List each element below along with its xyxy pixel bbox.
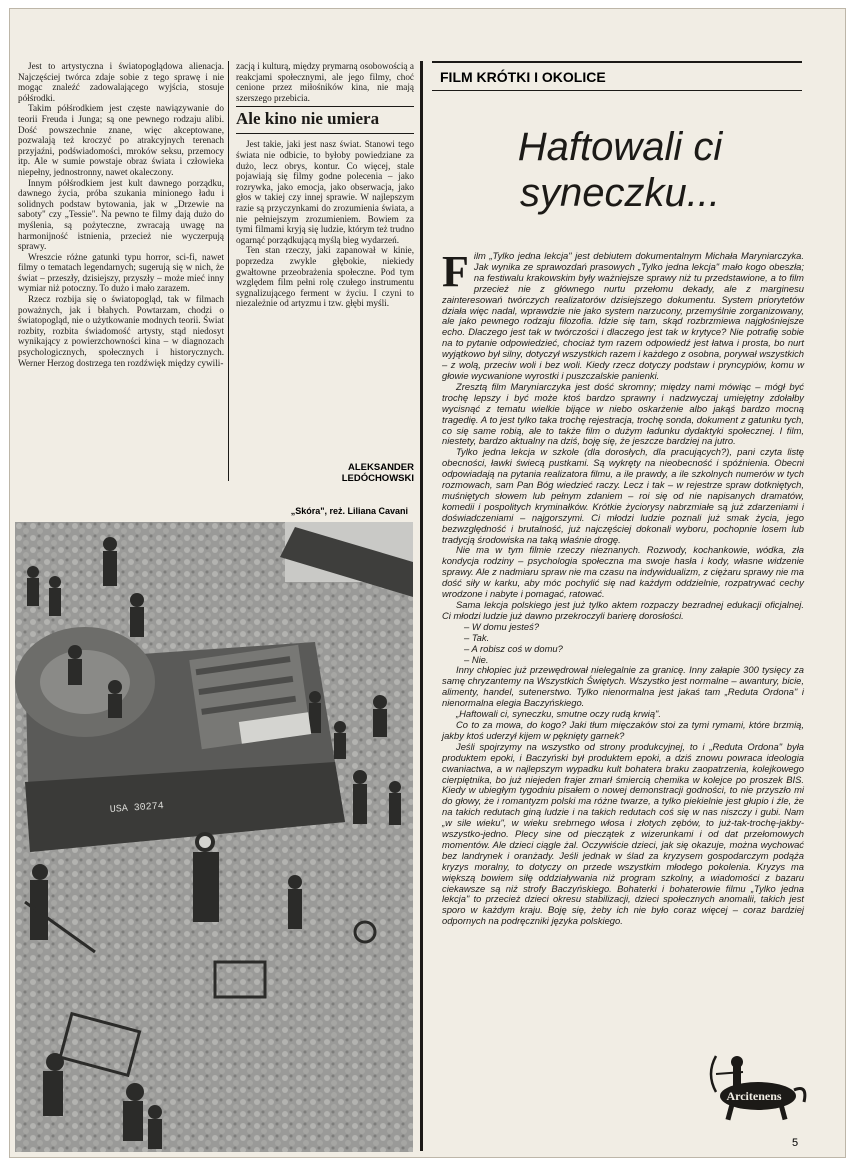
tank-with-children-image	[15, 522, 413, 1152]
paragraph: Jest to artystyczna i światopoglądowa alienacja. Najczęściej twórca zdaje sobie z tego sprawę i nie mogąc znaleźć zadowalającego wyjścia, stosuje półśrodki.	[18, 61, 224, 103]
paragraph: Inny chłopiec już przewędrował nielegalnie za granicę. Inny załapie 300 tysięcy za samę chryzantemy na Wszystkich Świętych. Wszystko jest normalne – awantury, bicie, alimenty, handel, sutenerstwo. Tylko nienormalna jest jakaś tam „Reduta Ordona" i nienormalna elegia Baczyńskiego.	[442, 664, 804, 709]
author-byline: ALEKSANDER LEDÓCHOWSKI	[341, 462, 414, 484]
dialogue-line: – Tak.	[464, 631, 490, 643]
paragraph: Rzecz rozbija się o światopogląd, tak w filmach poważnych, jak i błahych. Powtarzam, chodzi o światopogląd, nie o użytkowanie modnych teorii. Świat rozbity, rozbita świadomość artysty, stąd niedosyt wynikający z powierzchowności kina – w diagnozach psychologicznych, społecznych i historycznych. Werner Herzog dostrzega ten rozdźwięk między cywili-	[18, 294, 224, 368]
article-body	[442, 247, 804, 927]
paragraph: Zresztą film Maryniarczyka jest dość skromny; między nami mówiąc – mógł być trochę lepszy i być może ktoś bardzo sprawny i nadzwyczaj umiejętny zdołałby wycisnąć z tematu wielkie bijące w niebo oskarżenie albo jakąś bardzo mocną tragedię. A to jest tylko taka trochę rejestracja, trochę sonda, dokument z gatunku tych, co się same robią, ale to także film o dużym ładunku dydaktyki społecznej. I film, niestety, bardzo aktualny na dziś, boję się, że jeszcze bardziej na jutro.	[442, 380, 804, 447]
archer-centaur-icon	[698, 1054, 810, 1124]
paragraph: Wreszcie różne gatunki typu horror, sci-fi, nawet filmy o tematach legendarnych; sugerują się w nich, że świat – przeszły, dzisiejszy, przyszły – może mieć inny wymiar niż potoczny. To dużo i mało zarazem.	[18, 251, 224, 294]
paragraph: Ten stan rzeczy, jaki zapanował w kinie, poprzedza zwykle głębokie, niekiedy gwałtowne przeobrażenia społeczne. Pod tym względem film pełni rolę czułego instrumentu sygnalizującego ferment w życiu. I czyni to niezależnie od artyzmu i tzw. głębi myśli.	[236, 245, 414, 309]
left-article-column-2	[236, 61, 414, 309]
headline-line: Haftowali ci	[517, 125, 723, 169]
photo-caption: „Skóra", reż. Liliana Cavani	[290, 506, 408, 516]
drop-cap: F	[442, 247, 469, 296]
paragraph: Jest takie, jaki jest nasz świat. Stanowi tego świata nie odbicie, to byłoby powiedziane za dużo, lecz obrys, kontur. Co więcej, stale pojawiają się filmy godne polecenia – jako rozrywka, jako emocja, jako obserwacja, jako głos w takiej czy innej sprawie. W najlepszym razie są przyczynkami do zrozumienia świata, a nie pełniejszym zrozumieniem. Bowiem za tymi filmami kryją się ludzie, którym też trudno ogarnąć porządkującą myślą bieg wydarzeń.	[236, 139, 414, 245]
section-heading: FILM KRÓTKI I OKOLICE	[432, 61, 802, 91]
logo-text: Arcitenens	[726, 1089, 782, 1103]
dialogue-line: – A robisz coś w domu?	[464, 642, 563, 654]
article-headline	[440, 124, 800, 216]
tank-marking-text: USA 30274	[109, 801, 165, 816]
dialogue-line: – Nie.	[464, 653, 489, 665]
paragraph: Innym półśrodkiem jest kult dawnego porządku, dawnego życia, próba szukania minionego ładu i solidnych podstaw bytowania, jak w „Drzewie na saboty" czy „Tessie". Na pewno te filmy dają dużo do myślenia, są pożyteczne, zwracają uwagę na harmonijność istnienia, przecież nie wyczerpują sprawy.	[18, 177, 224, 252]
paragraph: Nie ma w tym filmie rzeczy nieznanych. Rozwody, kochankowie, wódka, zła kondycja rodziny – psychologia społeczna ma swoje hasła i kody, własne widzenie sprawy. Ale z nadmiaru spraw nie ma czasu na indywidualizm, z ciężaru sprawy nie ma dość siły w karku, aby móc pochylić się nad każdym oddzielnie, rozpatrywać cechy wrodzone i nabyte i pomagać, ratować.	[442, 544, 804, 600]
lead-paragraph-text: ilm „Tylko jedna lekcja" jest debiutem dokumentalnym Michała Maryniarczyka. Jak wynika ze sprawozdań prasowych „Tylko jedna lekcja" mało kogo obeszła; na festiwalu krakowskim były ważniejsze sprawy niż tu przedstawione, a to film przecież nie z głównego nurtu przełomu dekady, ale z marginesu zainteresowań twórczych realizatorów dzisiejszego dokumentu. System priorytetów działa więc nadal, wprawdzie nie jako system narzucony, przemyślnie zorganizowany, ale jako pewnego rodzaju filozofia. Idzie się tam, skąd rozbrzmiewa najgłośniejsze echo. Dlaczego jest tak w twórczości i dlaczego jest tak w krytyce? Nie potrafię sobie na to pytanie odpowiedzieć, chociaż tym razem odpowiedź jest łatwa i prosta, bo nurt wyjątkowo był silny, dotyczył wszystkich razem i każdego z osobna, porywał wszystkich – z wolą, przeciw woli i bez woli. Kiedy rzecz dotyczy podstaw i pryncypiów, komu w głowie wycwanione wyrostki i puszczalskie panienki.	[442, 250, 804, 381]
paragraph: Sama lekcja polskiego jest już tylko aktem rozpaczy bezradnej edukacji oficjalnej. Ci młodzi ludzie już dawno przekroczyli barierę dorosłości.	[442, 599, 804, 621]
paragraph: Co to za mowa, do kogo? Jaki tłum mięczaków stoi za tymi rymami, które brzmią, jakby ktoś uderzył kijem w pęknięty garnek?	[442, 718, 804, 741]
column-divider	[228, 61, 229, 481]
headline-line: syneczku...	[519, 171, 721, 215]
page-number: 5	[792, 1137, 799, 1149]
magazine-page	[9, 8, 846, 1158]
paragraph: Jeśli spojrzymy na wszystko od strony produkcyjnej, to i „Reduta Ordona" była produktem epoki, i Baczyński był produktem epoki, a dziś znowu powraca ideologia cwaniactwa, a w najlepszym wypadku kult bohatera braku zaopatrzenia, kolejkowego cierpiętnika, bo już niejeden frajer zmarł śmiercią chemika w kolejce po proszek BIS. Kiedy w ubiegłym tygodniu pisałem o nowej demonstracji godności, to nie przyszło mi do głowy, że i romantyzm polski ma różne twarze, a tylko piekielnie jest głupio i źle, że na takich redutach giną ludzie i na takich redutach coś się w nas niszczy i gubi. Nam „w sile wieku", w wieku srebrnego włosa i złotych zębów, to już-tak-trochę-jakby-wszystko-jedno. Plecy sine od pieczątek z wizerunkami i od dat przełomowych momentów. Ale dzieci ciągle żal. Oczywiście dzieci, jak się okazuje, można wychować bez landrynek i oranżady. Jeśli jednak w ślad za kryzysem gospodarczym podąża kryzys moralny, to dotyczy on przede wszystkim młodego pokolenia. Kryzys ma większą bowiem siłę oddziaływania niż program szkolny, a wiadomości z bazaru ciekawsze są niż strofy Baczyńskiego. Bohaterki i bohaterowie filmu „Tylko jedna lekcja" to przecież dzieci okresu stabilizacji, dzieci społecznych anomalii, takich jest sporo w każdym kraju. Boję się, żeby ich nie było coraz więcej – coraz bardziej odpornych na podręczniki języka polskiego.	[442, 740, 804, 927]
film-still-photo	[15, 522, 413, 1152]
paragraph: „Haftowali ci, syneczku, smutne oczy rudą krwią".	[456, 708, 661, 720]
paragraph: zacją i kulturą, między prymarną osobowością a reakcjami społecznymi, ale jego filmy, choć cenione przez miłośników kina, nie mają szerszego przebicia.	[236, 61, 414, 103]
subheading: Ale kino nie umiera	[236, 106, 414, 134]
paragraph: Tylko jedna lekcja w szkole (dla dorosłych, dla pracujących?), pani czyta listę obecności, ławki świecą pustkami. Są wykręty na nieobecność i spóźnienia. Obecni odpowiadają na pytania realizatora filmu, a ile prawdy, a ile szkolnych numerów w tych rozmowach, sam Pan Bóg wiedzieć raczy. Lecz i tak – w rejestrze spraw dotkniętych, muśniętych słowem lub pełnym zdaniem – roi się od nie napisanych dramatów, komedii i pospolitych kryminałków. Krótkie życiorysy nabrzmiałe są już zdarzeniami i doświadczeniami – najgorszymi. Ci młodzi ludzie poznali już smak życia, jego bezwzględność i brutalność, już najczęściej dokonali wyboru, pochopnie losem lub tradycją środowiska na taką właśnie drogę.	[442, 446, 804, 545]
left-article-column-1	[18, 61, 224, 368]
arcitenens-logo	[698, 1054, 810, 1124]
dialogue-line: – W domu jesteś?	[464, 620, 540, 632]
lead-paragraph	[442, 247, 804, 382]
page-divider	[420, 61, 423, 1151]
paragraph: Takim półśrodkiem jest częste nawiązywanie do teorii Freuda i Junga; są one pewnego rodzaju alibi. Dość powszechnie znane, więc akceptowane, pozwalają też kroczyć po atrakcyjnych terenach przyjaźni, podświadomości, mroków seksu, przemocy itp. Ale w sumie powstaje obraz świata i człowieka niepełny, jednostronny, nawet okaleczony.	[18, 103, 224, 177]
